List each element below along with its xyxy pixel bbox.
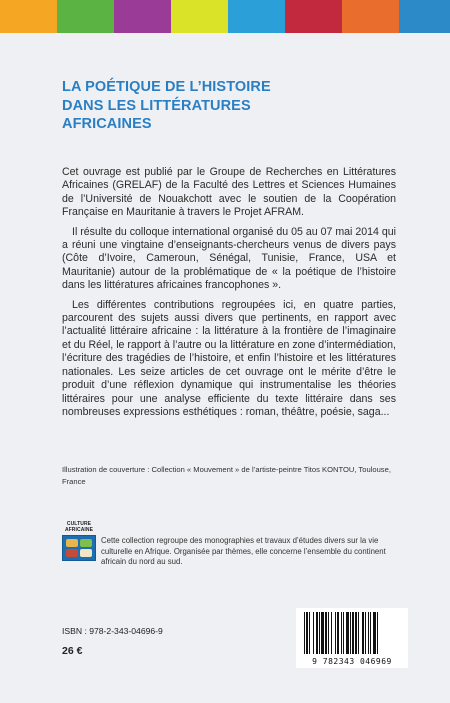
isbn: ISBN : 978-2-343-04696-9 <box>62 626 163 636</box>
collection-description: Cette collection regroupe des monographies et travaux d’études divers sur la vie culturelle en Afrique. Organisée par thèmes, elle concerne l’ensemble du continent africain du nord au sud. <box>101 536 386 566</box>
title-line: AFRICAINES <box>62 116 152 132</box>
strip-block-orange <box>0 0 57 33</box>
book-title <box>62 78 392 134</box>
strip-block-green <box>57 0 114 33</box>
blurb-paragraph: Il résulte du colloque international organisé du 05 au 07 mai 2014 qui a réuni une vingtaine d’enseignants-chercheurs venus de divers pays (Côte d’Ivoire, Cameroun, Sénégal, Tunisie, France, USA et Mauritanie) autour de la problématique de « la poétique de l’histoire dans les littératures africaines francophones ». <box>62 225 396 292</box>
logo-label-line: CULTURE <box>66 521 92 527</box>
collection-logo <box>62 522 96 561</box>
title-line: DANS LES LITTÉRATURES <box>62 97 251 114</box>
logo-label-line: AFRICAINE <box>64 526 94 533</box>
strip-block-blue <box>399 0 450 33</box>
culture-africaine-logo-icon <box>62 535 96 561</box>
blurb-paragraph: Cet ouvrage est publié par le Groupe de Recherches en Littératures Africaines (GRELAF) de la Faculté des Lettres et Sciences Humaines de l’Université de Nouakchott avec le soutien de la Coopération Française en Mauritanie à travers le Projet AFRAM. <box>62 166 396 219</box>
strip-block-purple <box>114 0 171 33</box>
strip-block-yellow <box>171 0 228 33</box>
strip-block-light-blue <box>228 0 285 33</box>
color-strip <box>0 0 450 33</box>
barcode-icon <box>296 608 408 656</box>
barcode-digits: 9 782343 046969 <box>312 657 392 666</box>
title-line: LA POÉTIQUE DE L’HISTOIRE <box>62 79 271 95</box>
barcode <box>296 608 408 668</box>
cover-illustration-credit: Illustration de couverture : Collection « Mouvement » de l’artiste-peintre Titos KONTOU, Toulouse, France <box>62 465 391 486</box>
blurb <box>62 166 396 425</box>
blurb-paragraph: Les différentes contributions regroupées ici, en quatre parties, parcourent des sujets aussi divers que pertinents, en rapport avec l’actualité littéraire africaine : la littérature à la frontière de l’imaginaire et du Réel, le rapport à l’autre ou la littérature en zone d’intermédiation, l’écriture des tragédies de l’histoire, et enfin l’histoire et les littératures nationales. Les seize articles de cet ouvrage ont le mérite d’être le produit d’une réflexion dynamique qui instrumentalise les théories littéraires pour une analyse efficiente du texte littéraire dans ses nombreuses expressions esthétiques : roman, théâtre, poésie, saga... <box>62 298 396 418</box>
price: 26 € <box>62 645 83 657</box>
strip-block-red <box>285 0 342 33</box>
strip-block-dark-orange <box>342 0 399 33</box>
